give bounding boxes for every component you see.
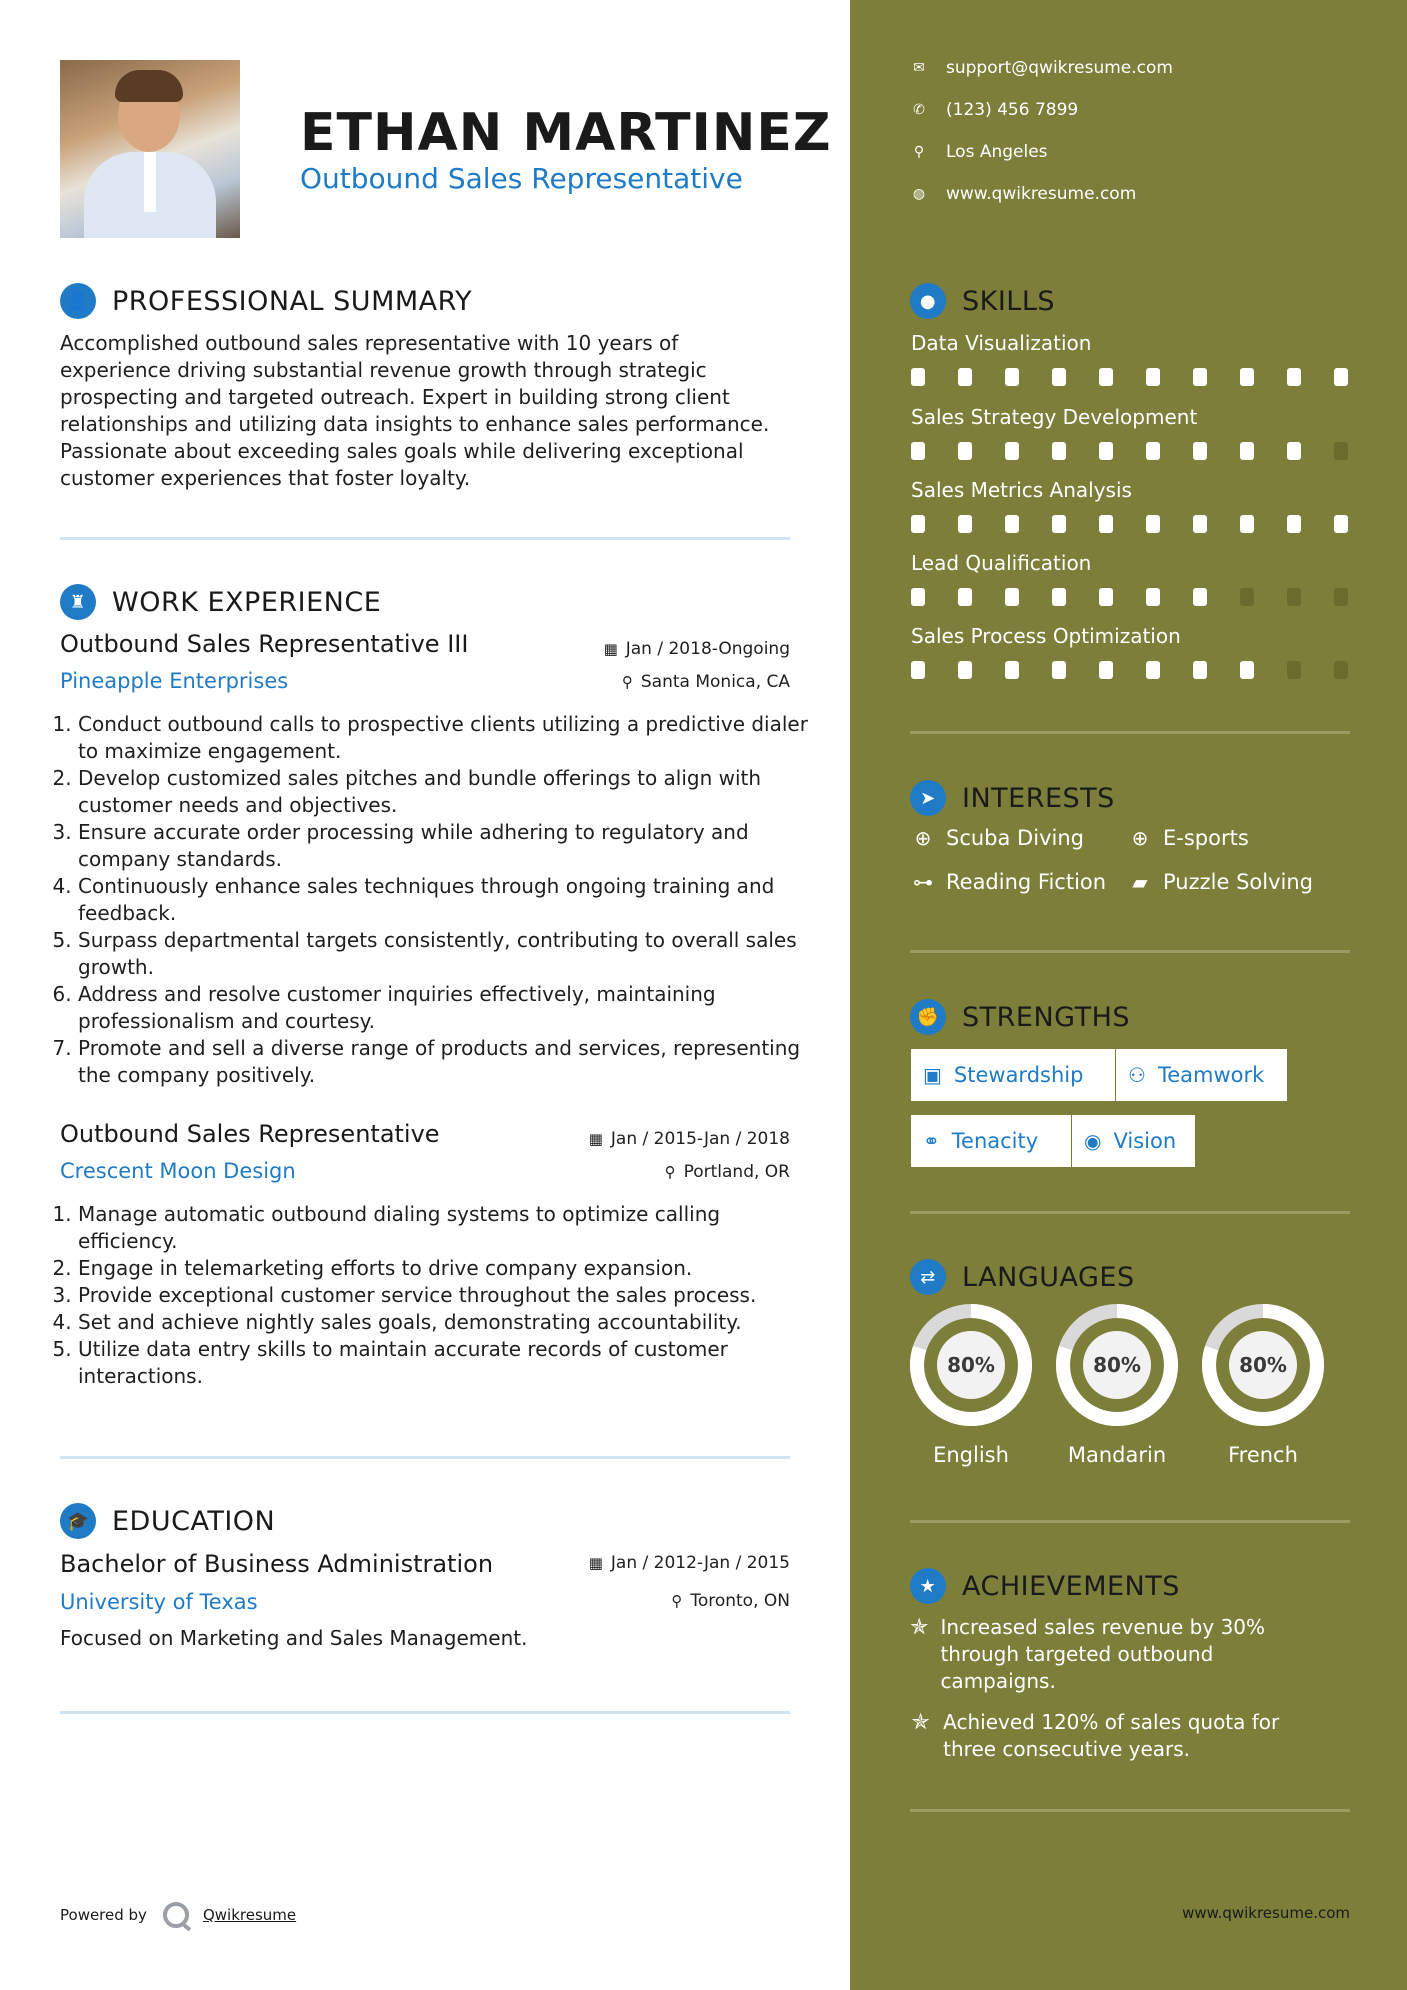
profile-photo [60,60,240,238]
skill-dot [1052,515,1066,533]
chair-icon: ♜ [60,584,96,620]
skill-dot [1334,588,1348,606]
skill-dot [1146,661,1160,679]
skill-dot [1287,588,1301,606]
star-icon: ★ [910,1568,946,1604]
language-item [1055,1303,1179,1467]
job-title: Outbound Sales Representative III [60,630,469,658]
skill-dot [1146,442,1160,460]
qwikresume-logo-icon [163,1902,189,1928]
candidate-name: ETHAN MARTINEZ [300,103,832,163]
phone-icon: ✆ [913,102,925,118]
language-percent: 80% [947,1353,995,1377]
skill-dot [911,368,925,386]
gamepad-icon: ⊶ [913,870,933,894]
skill-dot [958,515,972,533]
interest-item: ⊶ Reading Fiction [910,870,1106,894]
skill-rating [911,368,1351,388]
divider [60,537,790,540]
skill-rating [911,588,1351,608]
skill-dot [1193,368,1207,386]
language-name: English [933,1443,1009,1467]
skill-dot [1287,368,1301,386]
lifebuoy-icon: ⊕ [914,826,932,850]
skill-rating [911,515,1351,535]
lifebuoy-icon: ⊕ [1131,826,1149,850]
translate-icon: ⇄ [910,1259,946,1295]
contact-location: ⚲ Los Angeles [910,142,1048,162]
list-item: 5. Surpass departmental targets consistently, contributing to overall sales growth. [78,927,810,981]
divider [60,1711,790,1714]
strength-badge: ⚭ Tenacity [911,1115,1071,1167]
language-percent: 80% [1093,1353,1141,1377]
footer-website[interactable]: www.qwikresume.com [1182,1904,1350,1922]
skill-dot [1287,661,1301,679]
skill-dot [1240,368,1254,386]
candidate-role: Outbound Sales Representative [300,162,743,195]
contact-phone[interactable]: ✆ (123) 456 7899 [910,100,1078,120]
brand-link[interactable]: Qwikresume [202,1906,297,1924]
skill-dot [1334,442,1348,460]
skill-dot [1099,368,1113,386]
language-ring [1055,1303,1179,1427]
list-item: 4. Continuously enhance sales techniques through ongoing training and feedback. [78,873,810,927]
user-icon: 👤 [60,283,96,319]
skill-dot [1287,442,1301,460]
skill-dot [1146,368,1160,386]
skill-dot [1005,368,1019,386]
skill-dot [1052,588,1066,606]
education-note: Focused on Marketing and Sales Management. [60,1626,528,1650]
strength-badge: ⚇ Teamwork [1116,1049,1287,1101]
skill-dot [1334,661,1348,679]
strength-badge: ▣ Stewardship [911,1049,1115,1101]
language-ring [1201,1303,1325,1427]
shooting-star-icon: ✯ [911,1710,930,1735]
shooting-star-icon: ✯ [910,1615,929,1640]
pin-icon: ⚲ [671,1592,683,1610]
languages-heading: ⇄ LANGUAGES [910,1259,1135,1295]
education-location: ⚲ Toronto, ON [671,1591,790,1611]
skill-dot [1146,515,1160,533]
pin-icon: ⚲ [621,673,633,691]
envelope-icon: ✉ [913,60,925,76]
skill-dot [1099,515,1113,533]
strength-badge: ◉ Vision [1072,1115,1195,1167]
skill-dot [958,588,972,606]
list-item: 7. Promote and sell a diverse range of products and services, representing the company positively. [78,1035,810,1089]
briefcase-icon: ▣ [923,1063,942,1087]
graduate-icon: 🎓 [60,1503,96,1539]
skill-dot [1099,442,1113,460]
job-bullets [60,1201,810,1390]
language-name: French [1228,1443,1298,1467]
pin-icon: ⚲ [664,1163,676,1181]
skill-dot [1099,661,1113,679]
job-date: ▦ Jan / 2015-Jan / 2018 [588,1129,790,1149]
calendar-icon: ▦ [603,640,618,658]
calendar-icon: ▦ [588,1554,603,1572]
skill-dot [1287,515,1301,533]
language-item [1201,1303,1325,1467]
skill-dot [1052,442,1066,460]
skill-name: Lead Qualification [911,551,1092,575]
divider [910,1520,1350,1523]
job-company: Crescent Moon Design [60,1159,296,1183]
divider [910,1809,1350,1812]
skill-dot [911,515,925,533]
skill-dot [911,588,925,606]
list-item: 3. Ensure accurate order processing while adhering to regulatory and company standards. [78,819,810,873]
skill-dot [1240,588,1254,606]
skill-dot [1193,661,1207,679]
list-item: 5. Utilize data entry skills to maintain accurate records of customer interactions. [78,1336,810,1390]
divider [910,731,1350,734]
list-item: 1. Conduct outbound calls to prospective clients utilizing a predictive dialer to maximize engagement. [78,711,810,765]
skill-dot [1005,442,1019,460]
language-item [909,1303,1033,1467]
skill-rating [911,442,1351,462]
school-name: University of Texas [60,1590,258,1614]
achievement-item: ✯ Increased sales revenue by 30% through targeted outbound campaigns. [910,1615,1266,1693]
skill-dot [1240,515,1254,533]
list-item: 2. Develop customized sales pitches and bundle offerings to align with customer needs and objectives. [78,765,810,819]
job-location: ⚲ Santa Monica, CA [621,672,790,692]
interests-heading: ➤ INTERESTS [910,780,1115,816]
job-location: ⚲ Portland, OR [664,1162,790,1182]
job-title: Outbound Sales Representative [60,1120,440,1148]
skill-dot [1099,588,1113,606]
interest-item: ⊕ E-sports [1127,826,1249,850]
skill-dot [1146,588,1160,606]
degree-title: Bachelor of Business Administration [60,1550,494,1578]
globe-icon: ◍ [912,186,926,202]
skill-dot [1052,368,1066,386]
skill-dot [1240,661,1254,679]
skill-rating [911,661,1351,681]
link-icon: ⚭ [923,1129,940,1153]
contact-website[interactable]: ◍ www.qwikresume.com [910,184,1136,204]
skill-name: Sales Strategy Development [911,405,1198,429]
skill-dot [1193,442,1207,460]
skill-dot [958,368,972,386]
summary-heading: 👤 PROFESSIONAL SUMMARY [60,283,472,319]
interest-item: ▰ Puzzle Solving [1127,870,1313,894]
language-name: Mandarin [1067,1443,1167,1467]
job-bullets [60,711,810,1089]
skill-dot [958,661,972,679]
contact-email[interactable]: ✉ support@qwikresume.com [910,58,1173,78]
divider [910,950,1350,953]
experience-heading: ♜ WORK EXPERIENCE [60,584,381,620]
skill-dot [1005,515,1019,533]
divider [60,1456,790,1459]
education-date: ▦ Jan / 2012-Jan / 2015 [588,1553,790,1573]
location-icon: ⚲ [913,144,925,160]
calendar-icon: ▦ [588,1130,603,1148]
paper-plane-icon: ➤ [910,780,946,816]
skills-heading: ● SKILLS [910,283,1055,319]
skill-name: Sales Process Optimization [911,624,1181,648]
education-heading: 🎓 EDUCATION [60,1503,275,1539]
job-date: ▦ Jan / 2018-Ongoing [603,639,790,659]
list-item: 4. Set and achieve nightly sales goals, demonstrating accountability. [78,1309,810,1336]
skill-dot [1240,442,1254,460]
interest-item: ⊕ Scuba Diving [910,826,1084,850]
skill-dot [1193,515,1207,533]
skill-dot [911,442,925,460]
skill-dot [958,442,972,460]
achievement-item: ✯ Achieved 120% of sales quota for three consecutive years. [911,1710,1280,1761]
skill-dot [1005,661,1019,679]
fist-icon: ✊ [910,999,946,1035]
lightbulb-icon: ● [910,283,946,319]
skill-dot [1005,588,1019,606]
language-ring [909,1303,1033,1427]
list-item: 6. Address and resolve customer inquiries effectively, maintaining professionalism and courtesy. [78,981,810,1035]
skill-dot [911,661,925,679]
divider [910,1211,1350,1214]
language-percent: 80% [1239,1353,1287,1377]
skill-dot [1334,368,1348,386]
strengths-heading: ✊ STRENGTHS [910,999,1130,1035]
summary-text: Accomplished outbound sales representative with 10 years of experience driving substantial revenue growth through strategic prospecting and targeted outreach. Expert in building strong client relationships and utilizing data insights to enhance sales performance. Passionate about exceeding sales goals while delivering exceptional customer experiences that foster loyalty. [60,331,770,490]
book-icon: ▰ [1132,870,1148,894]
skill-dot [1052,661,1066,679]
binoculars-icon: ◉ [1084,1129,1102,1153]
skill-dot [1193,588,1207,606]
job-company: Pineapple Enterprises [60,669,289,693]
users-icon: ⚇ [1128,1063,1146,1087]
achievements-heading: ★ ACHIEVEMENTS [910,1568,1180,1604]
list-item: 1. Manage automatic outbound dialing systems to optimize calling efficiency. [78,1201,810,1255]
powered-by: Powered by Qwikresume [60,1902,296,1928]
skill-name: Sales Metrics Analysis [911,478,1132,502]
list-item: 2. Engage in telemarketing efforts to drive company expansion. [78,1255,810,1282]
skill-name: Data Visualization [911,331,1092,355]
list-item: 3. Provide exceptional customer service throughout the sales process. [78,1282,810,1309]
skill-dot [1334,515,1348,533]
